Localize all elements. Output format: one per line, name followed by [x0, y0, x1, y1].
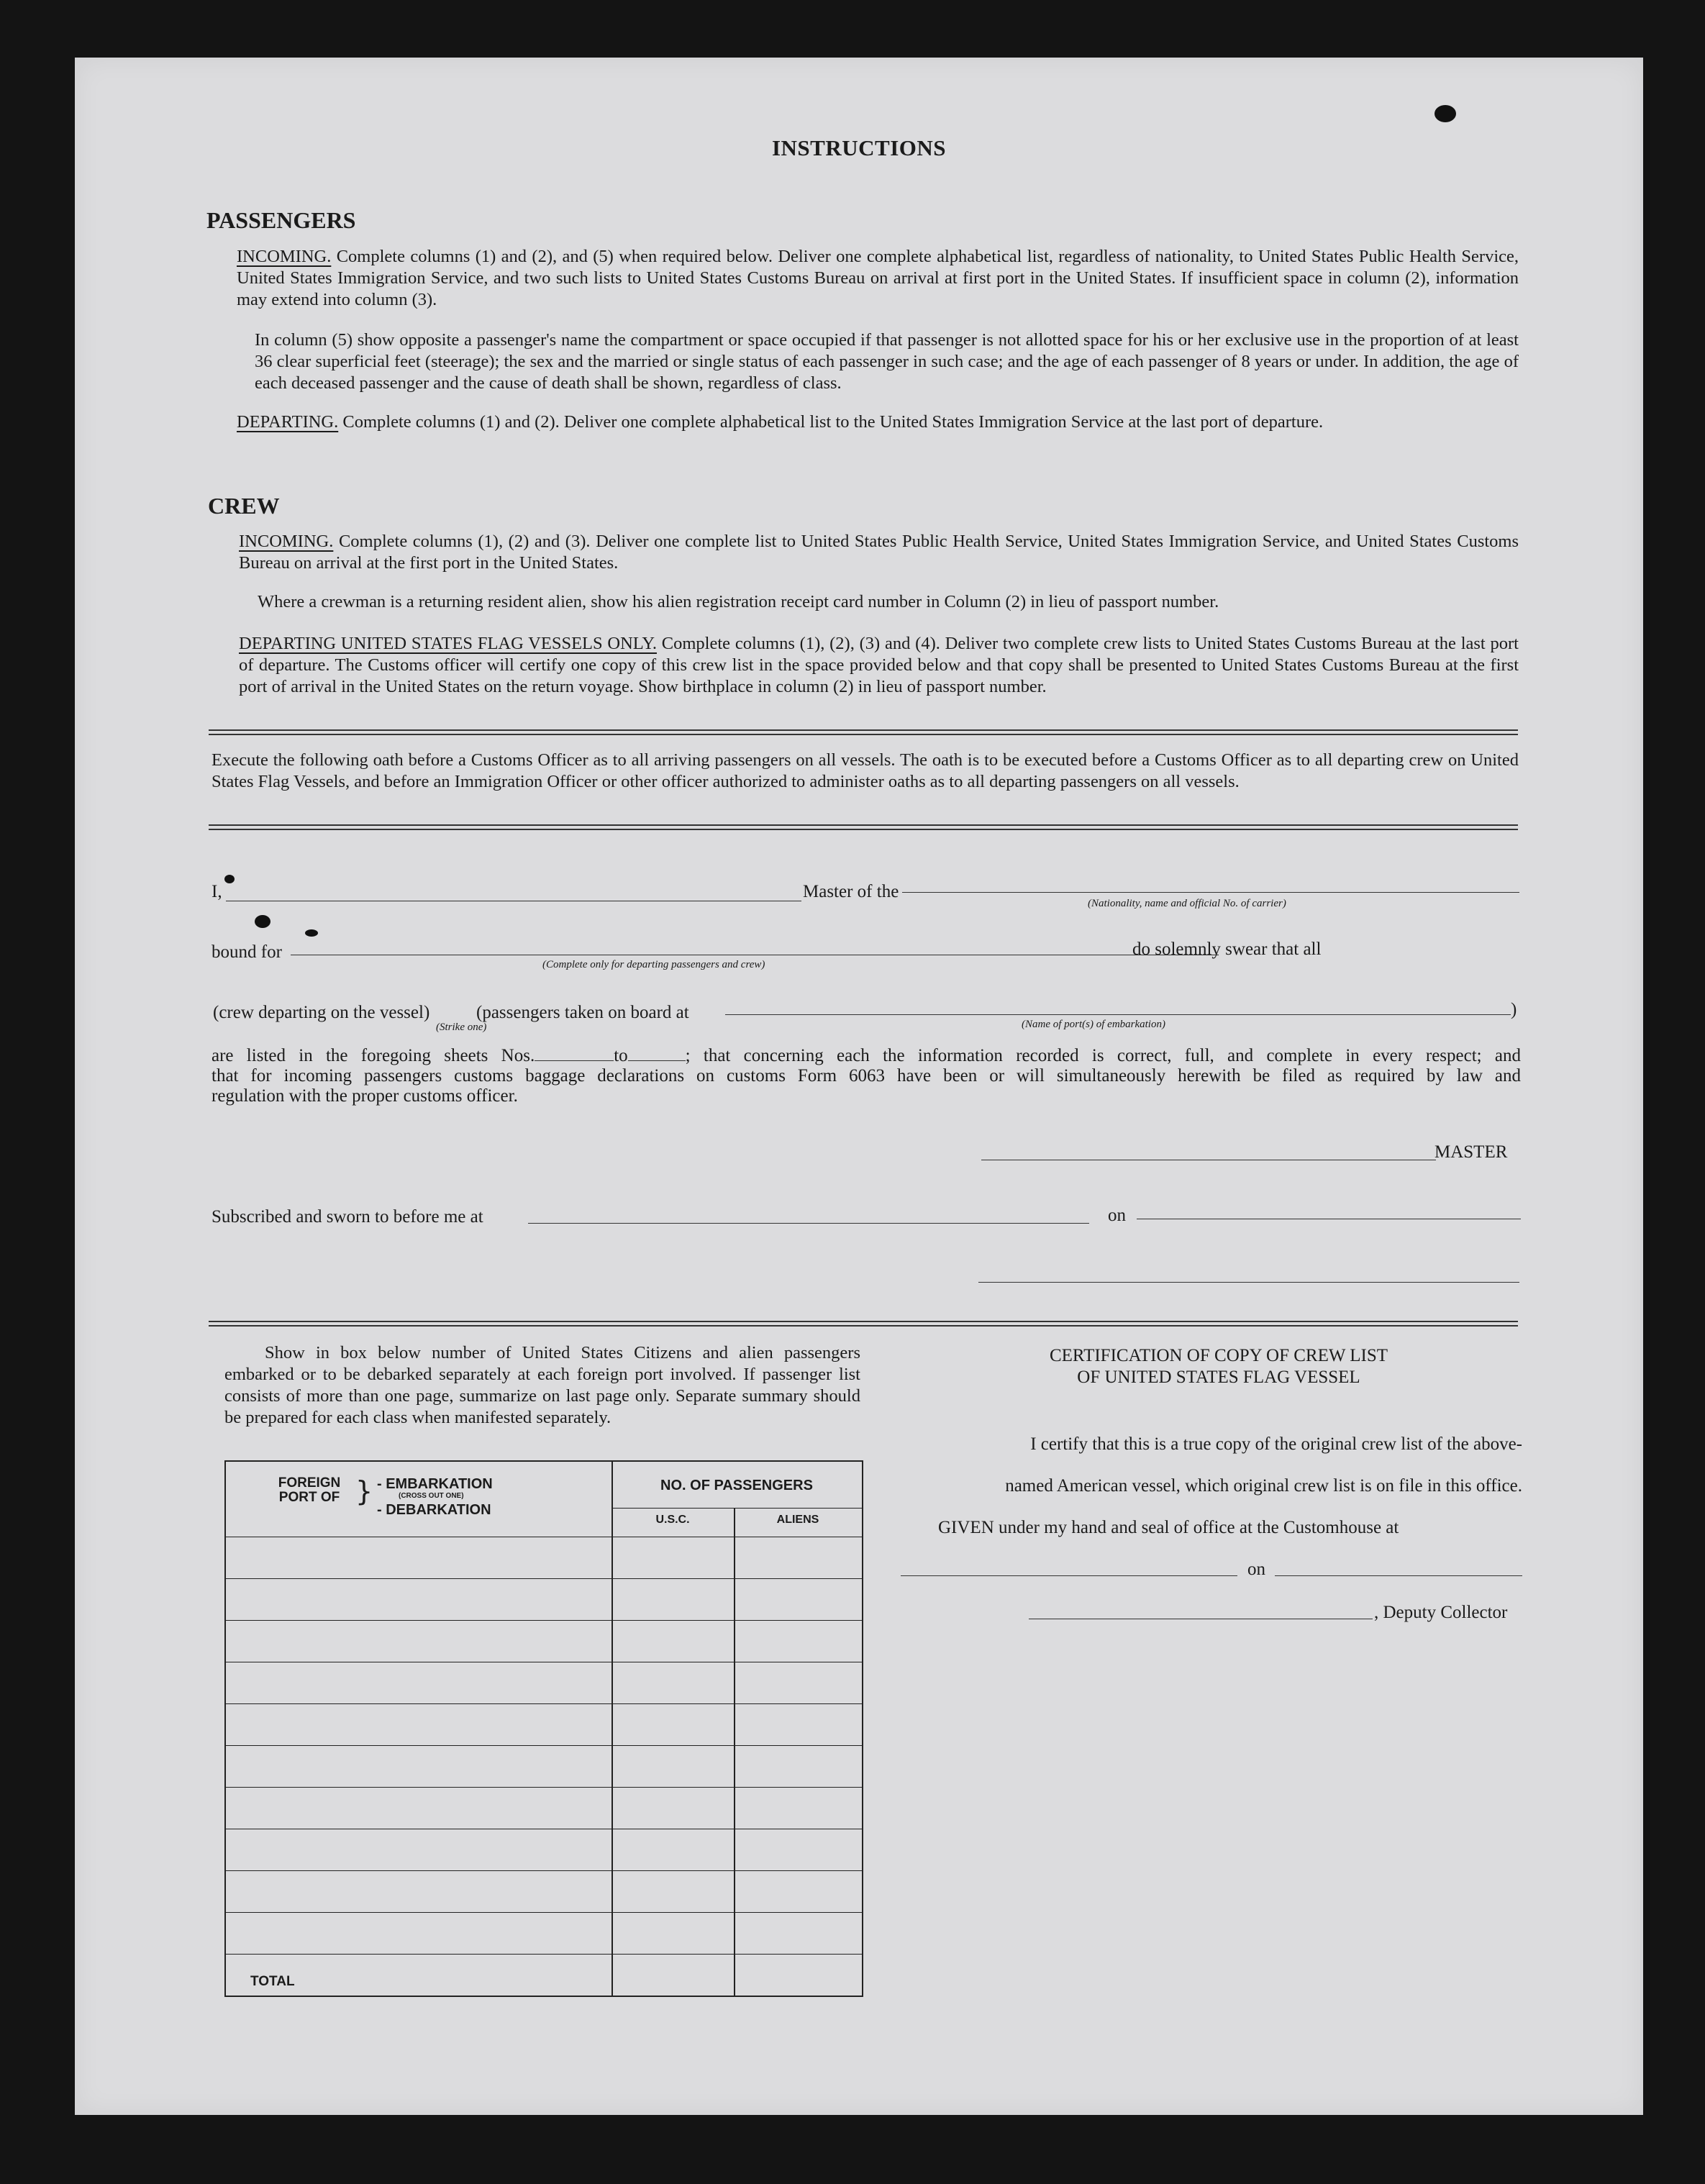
total-label: TOTAL [250, 1974, 295, 1989]
crew-departing-text: Complete columns (1), (2), (3) and (4). Deliver two complete crew lists to United States Customs Bureau at the last port of departure. The Customs officer will certify one copy of this crew list in the space provided below and that copy shall be presented to United States Customs Bureau at the first port of arrival in the United States on the return voyage. Show birthplace in column (2) in lieu of passport number. [239, 634, 1519, 696]
no-passengers-header: NO. OF PASSENGERS [660, 1478, 813, 1493]
certification-line-1: I certify that this is a true copy of the original crew list of the above- [1030, 1434, 1522, 1454]
certification-date-line[interactable] [1275, 1575, 1522, 1576]
divider [209, 829, 1518, 830]
brace-icon: } [355, 1475, 373, 1507]
divider [209, 729, 1518, 731]
embarkation-port-line[interactable] [725, 1014, 1511, 1015]
master-of-label: Master of the [803, 882, 899, 901]
crew-departing-option[interactable]: (crew departing on the vessel) [213, 1003, 430, 1022]
swear-text: do solemnly swear that all [1132, 939, 1322, 959]
passengers-taken-option[interactable]: (passengers taken on board at [476, 1003, 689, 1022]
usc-header: U.S.C. [655, 1514, 690, 1526]
table-row[interactable] [226, 1870, 862, 1913]
deputy-collector-label: , Deputy Collector [1374, 1603, 1508, 1622]
crew-departing [239, 633, 1519, 698]
certification-heading-2: OF UNITED STATES FLAG VESSEL [1077, 1368, 1360, 1387]
close-paren: ) [1511, 1000, 1517, 1019]
ink-mark [305, 929, 318, 937]
strike-caption: (Strike one) [436, 1022, 487, 1033]
form-page [75, 58, 1643, 2115]
passenger-summary-table [224, 1460, 863, 1997]
ink-mark [224, 875, 235, 883]
certification-line-2: named American vessel, which original crew list is on file in this office. [1005, 1476, 1522, 1496]
table-row[interactable] [226, 1620, 862, 1662]
aliens-header: ALIENS [776, 1514, 819, 1526]
table-row[interactable] [226, 1537, 862, 1579]
debarkation-label: - DEBARKATION [377, 1502, 491, 1518]
divider [209, 824, 1518, 826]
table-row[interactable] [226, 1745, 862, 1788]
oath-intro: Execute the following oath before a Customs Officer as to all arriving passengers on all vessels. The oath is to be executed before a Customs Officer as to all departing crew on United States Flag Vessels, and before an Immigration Officer or other officer authorized to administer oaths as to all departing passengers on all vessels. [212, 750, 1519, 791]
subscribed-label: Subscribed and sworn to before me at [212, 1207, 483, 1227]
certification-heading [917, 1345, 1521, 1388]
col-foreign-port: FOREIGN PORT OF [278, 1475, 341, 1505]
passengers-incoming-label: INCOMING. [237, 247, 332, 266]
port-caption: (Name of port(s) of embarkation) [1022, 1019, 1165, 1030]
passengers-departing-label: DEPARTING. [237, 412, 339, 432]
sheet-to-field[interactable] [628, 1060, 686, 1061]
divider [209, 1325, 1518, 1327]
certification-heading-1: CERTIFICATION OF COPY OF CREW LIST [1049, 1346, 1388, 1365]
nationality-caption: (Nationality, name and official No. of carrier) [1088, 898, 1286, 909]
page-title: INSTRUCTIONS [771, 135, 946, 160]
passengers-incoming-text: Complete columns (1) and (2), and (5) when required below. Deliver one complete alphabetical list, regardless of nationality, to United States Public Health Service, United States Immigration Service, and two such lists to United States Customs Bureau on arrival at first port in the United States. If insufficient space in column (2), information may extend into column (3). [237, 247, 1519, 309]
listed-statement [212, 1046, 1521, 1106]
table-row[interactable] [226, 1829, 862, 1871]
sworn-on-label: on [1108, 1206, 1126, 1225]
table-row[interactable] [226, 1662, 862, 1704]
carrier-line[interactable] [902, 892, 1519, 893]
certification-line-3: GIVEN under my hand and seal of office at the Customhouse at [938, 1518, 1399, 1537]
table-row[interactable] [226, 1912, 862, 1955]
crew-incoming-text: Complete columns (1), (2) and (3). Deliver one complete list to United States Public Health Service, United States Immigration Service, and United States Customs Bureau on arrival at the first port in the United States. [239, 532, 1519, 573]
sworn-place-line[interactable] [528, 1223, 1089, 1224]
crew-departing-label: DEPARTING UNITED STATES FLAG VESSELS ONLY. [239, 634, 657, 653]
embarkation-label: - EMBARKATION [377, 1476, 493, 1492]
table-row[interactable] [226, 1703, 862, 1746]
summary-note: Show in box below number of United States Citizens and alien passengers embarked or to be debarked separately at each foreign port involved. If passenger list consists of more than one page, summarize on last page only. Separate summary should be prepared for each class when manifested separately. [224, 1343, 860, 1427]
divider [209, 734, 1518, 735]
officer-signature-line[interactable] [978, 1282, 1519, 1283]
ink-blot [1435, 105, 1456, 122]
passengers-heading: PASSENGERS [206, 207, 356, 233]
listed-rest-3: regulation with the proper customs officer. [212, 1086, 518, 1106]
passengers-departing-text: Complete columns (1) and (2). Deliver one complete alphabetical list to the United States Immigration Service at the last port of departure. [342, 412, 1324, 432]
table-row[interactable] [226, 1954, 862, 1996]
passengers-column5: In column (5) show opposite a passenger's name the compartment or space occupied if that passenger is not allotted space for his or her exclusive use in the proportion of at least 36 clear superficial feet (steerage); the sex and the married or single status of each passenger in such case; and the age of each passenger of 8 years or under. In addition, the age of each deceased passenger and the cause of death shall be shown, regardless of class. [255, 330, 1519, 393]
listed-prefix: are listed in the foregoing sheets Nos. [212, 1046, 535, 1065]
bound-for-caption: (Complete only for departing passengers and crew) [542, 959, 765, 970]
passengers-departing [237, 411, 1519, 433]
crew-incoming-label: INCOMING. [239, 532, 334, 551]
certification-on-label: on [1247, 1560, 1265, 1579]
listed-rest-1: ; that concerning each the information recorded is correct, full, and complete in every respect; and [685, 1046, 1521, 1065]
table-header-rule [611, 1508, 862, 1509]
cross-out-label: (CROSS OUT ONE) [399, 1492, 464, 1500]
customhouse-line[interactable] [901, 1575, 1237, 1576]
to-label: to [614, 1046, 628, 1065]
divider [209, 1321, 1518, 1322]
listed-rest-2: that for incoming passengers customs baggage declarations on customs Form 6063 have been or will simultaneously herewith be filed as required by law and [212, 1066, 1521, 1086]
crew-resident: Where a crewman is a returning resident alien, show his alien registration receipt card number in Column (2) in lieu of passport number. [258, 592, 1219, 611]
table-row[interactable] [226, 1578, 862, 1621]
table-row[interactable] [226, 1787, 862, 1829]
passengers-incoming [237, 246, 1519, 311]
master-label: MASTER [1435, 1142, 1508, 1162]
oath-i-label: I, [212, 882, 222, 901]
sheet-from-field[interactable] [535, 1060, 614, 1061]
crew-incoming [239, 531, 1519, 574]
crew-heading: CREW [208, 493, 280, 519]
ink-mark [255, 915, 270, 928]
bound-for-label: bound for [212, 942, 282, 962]
